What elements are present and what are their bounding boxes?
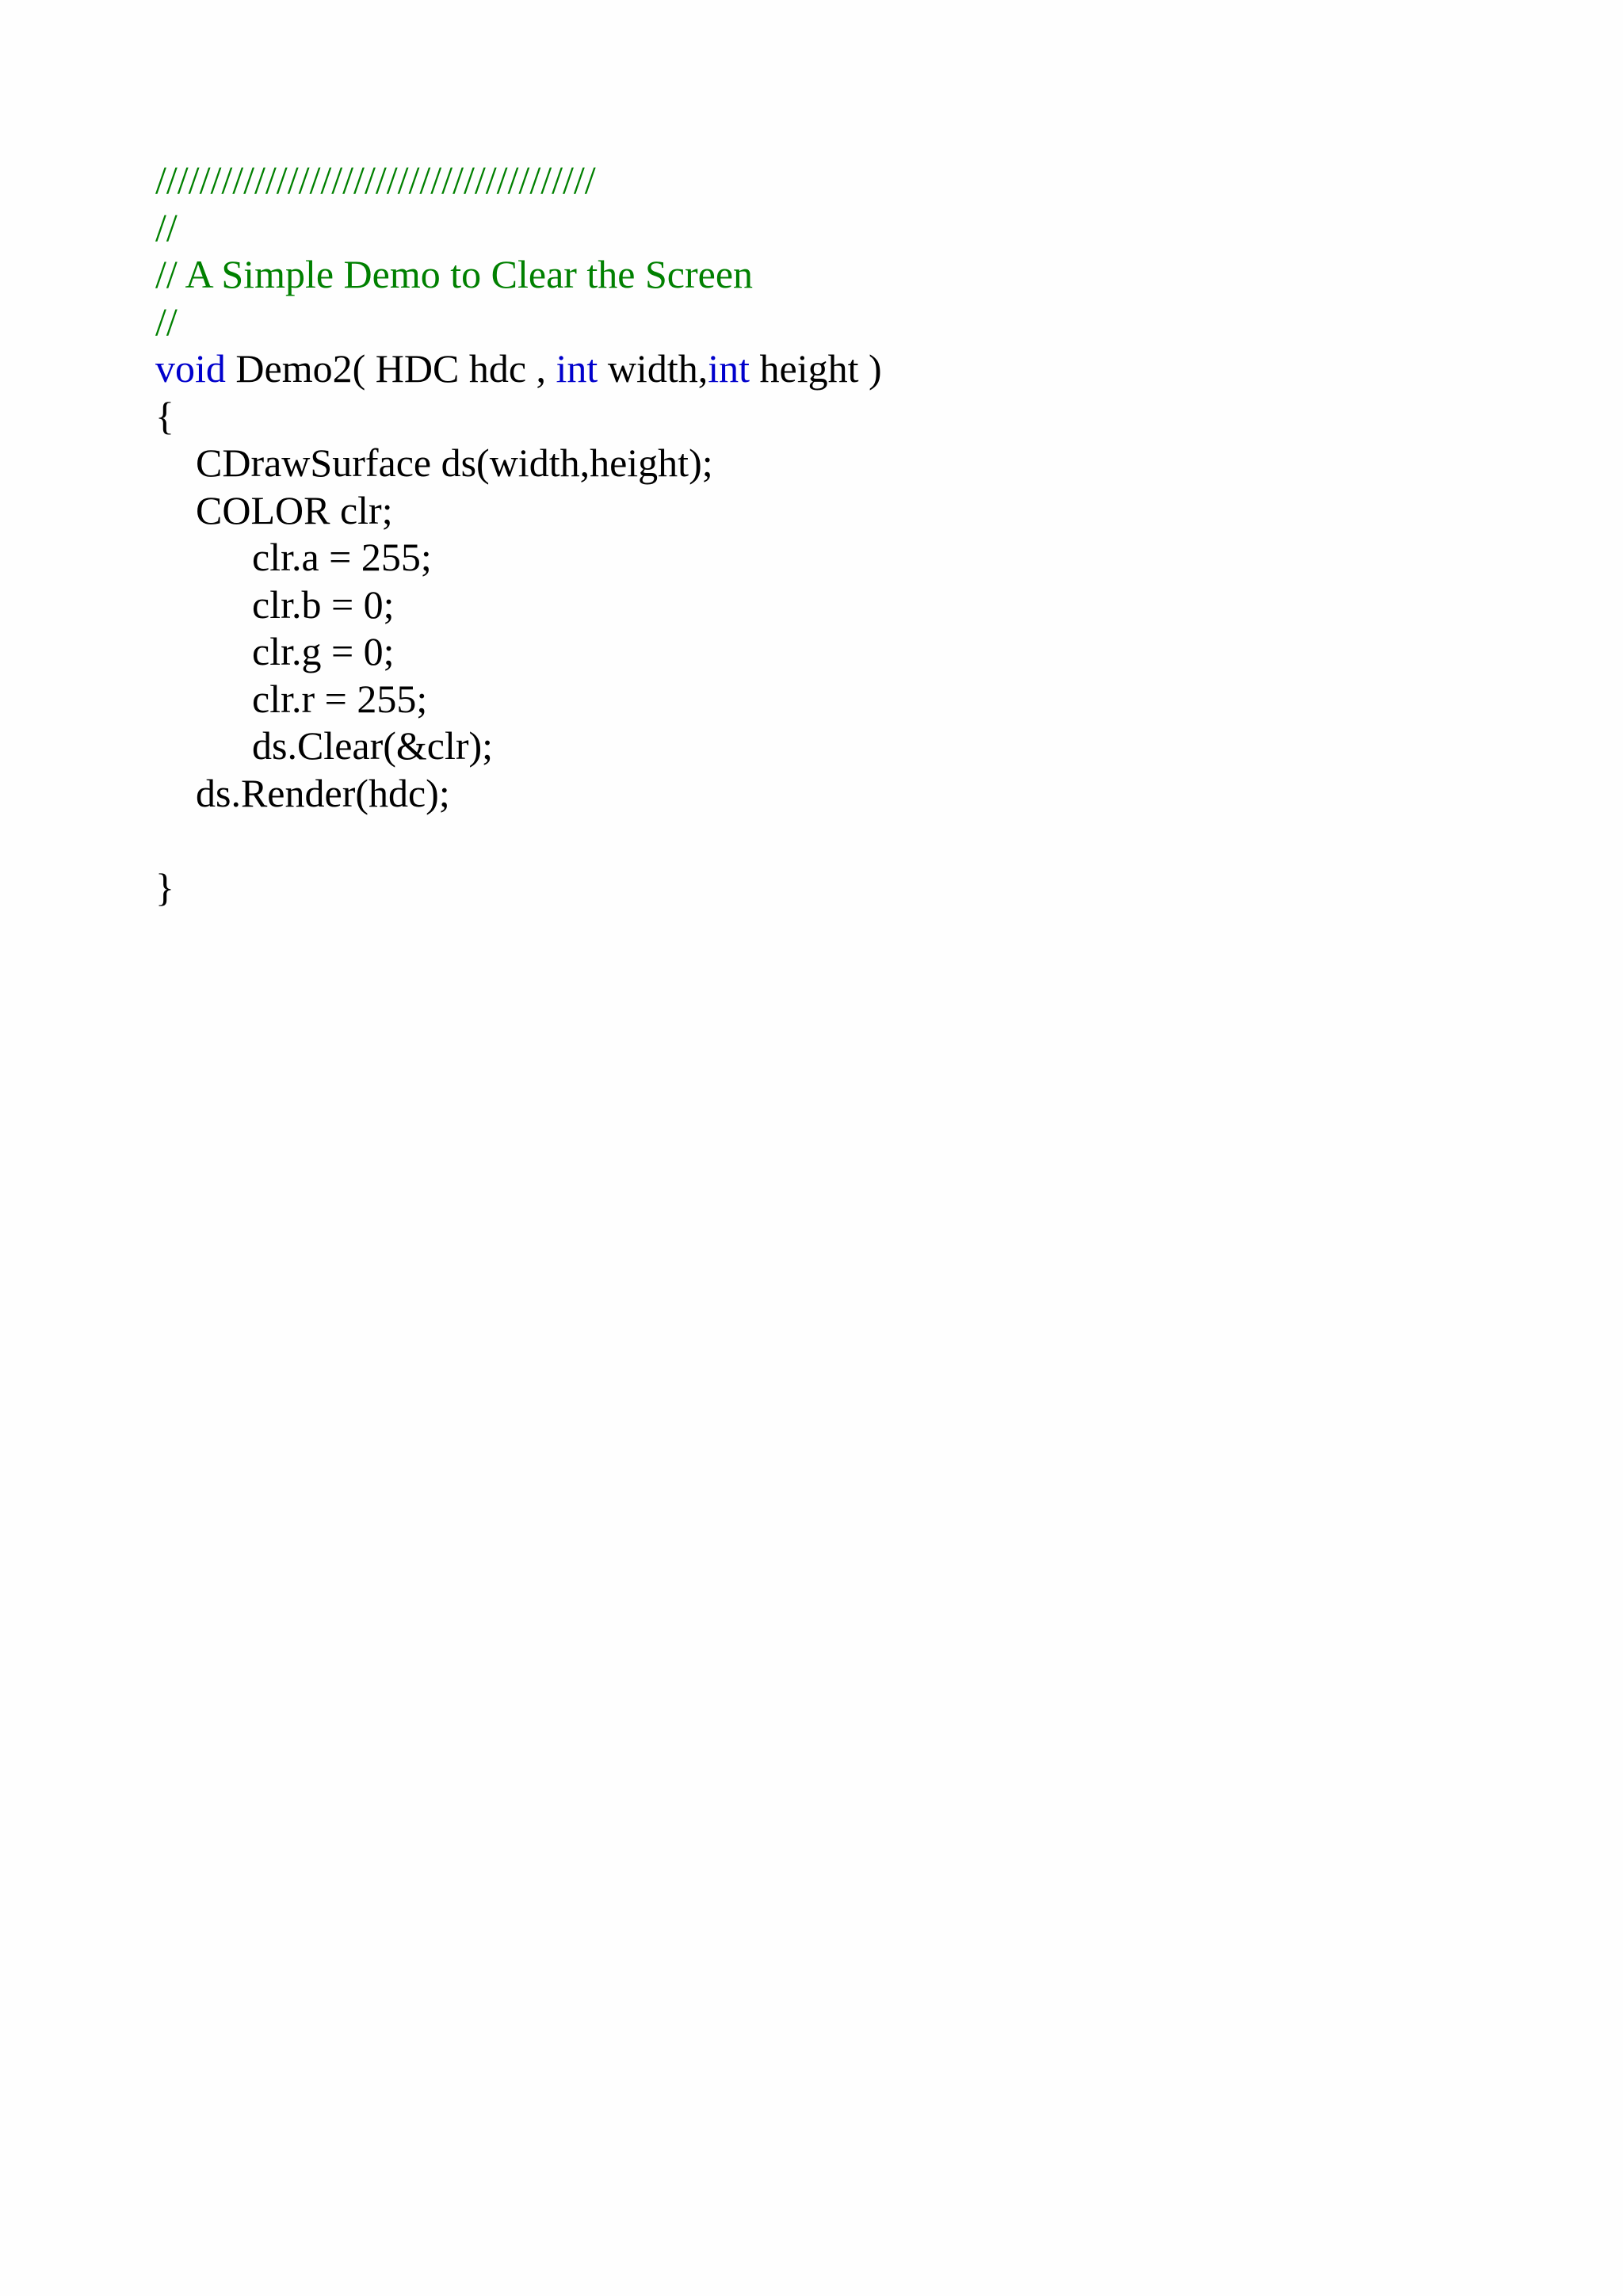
- keyword-void: void: [155, 346, 226, 391]
- code-line-surface: CDrawSurface ds(width,height);: [196, 441, 713, 485]
- blank-line: [155, 817, 882, 864]
- open-brace-line: {: [155, 393, 174, 438]
- keyword-int: int: [708, 346, 750, 391]
- code-line-green: clr.g = 0;: [252, 629, 395, 673]
- close-brace-line: }: [155, 864, 174, 910]
- function-name-text: Demo2( HDC hdc ,: [225, 346, 556, 391]
- keyword-int: int: [556, 346, 598, 391]
- comment-title-line: // A Simple Demo to Clear the Screen: [155, 252, 754, 296]
- comment-line: //: [155, 204, 178, 250]
- code-line-clear: ds.Clear(&clr);: [252, 723, 494, 768]
- code-line-red: clr.r = 255;: [252, 676, 428, 721]
- param-width-text: width,: [598, 346, 708, 391]
- comment-line: //: [155, 299, 178, 344]
- code-line-alpha: clr.a = 255;: [252, 535, 432, 579]
- function-signature-line: [155, 345, 882, 393]
- code-line-color: COLOR clr;: [196, 487, 393, 532]
- code-line-blue: clr.b = 0;: [252, 582, 395, 627]
- code-line-render: ds.Render(hdc);: [196, 770, 450, 815]
- comment-rule-line: ////////////////////////////////////////: [155, 158, 596, 202]
- param-height-text: height ): [750, 346, 882, 391]
- code-listing: [155, 157, 882, 911]
